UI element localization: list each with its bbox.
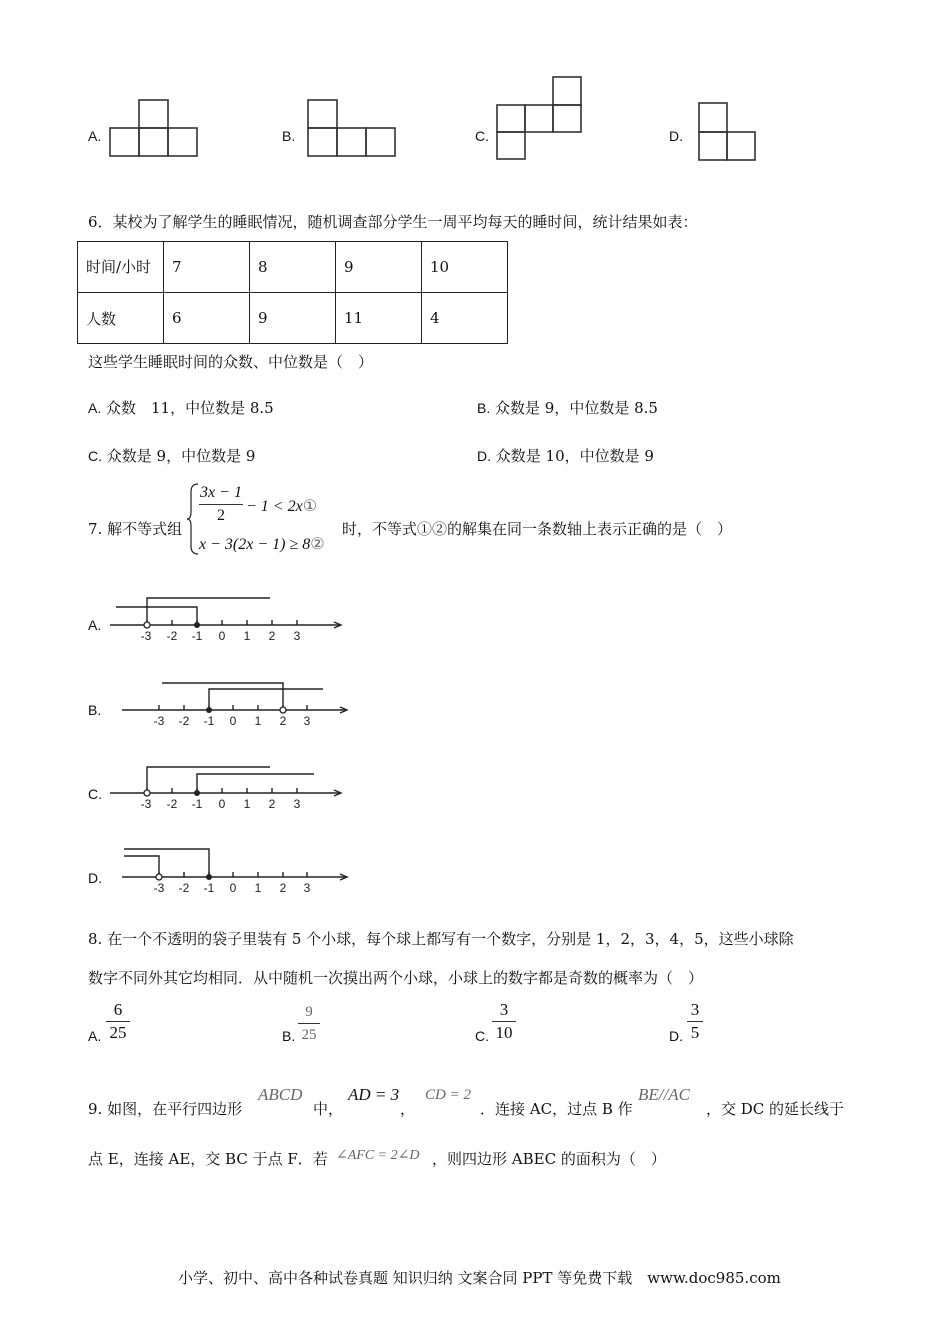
table-header-label: 时间/小时 — [86, 258, 152, 276]
q9-text-3: ， — [400, 1100, 416, 1118]
q7-option-c-number-line — [108, 758, 348, 814]
q6-option-d — [477, 446, 654, 466]
q9-text-6: 点 E，连接 AE，交 BC 于点 F．若 — [88, 1150, 328, 1168]
q8-option-c-fraction — [492, 1000, 516, 1043]
tick-label: 0 — [218, 797, 226, 811]
table-cell: 8 — [250, 242, 336, 293]
option-text: 众数 11，中位数是 8.5 — [106, 399, 274, 417]
tick-label: -3 — [153, 714, 165, 728]
q7-option-b-number-line — [118, 675, 358, 731]
option-text: 众数是 9，中位数是 8.5 — [495, 399, 658, 417]
fraction-denominator: 25 — [301, 1027, 317, 1043]
tick-label: -2 — [178, 714, 190, 728]
table-cell: 9 — [336, 242, 422, 293]
q7-prefix: 7. 解不等式组 — [88, 520, 183, 538]
option-label: A. — [88, 400, 102, 416]
q7-option-a-label: A. — [88, 617, 102, 633]
q7-suffix: 时，不等式①②的解集在同一条数轴上表示正确的是（ ） — [342, 520, 733, 538]
q9-math-abcd: ABCD — [258, 1085, 303, 1104]
q7-ineq2 — [199, 534, 325, 554]
tick-label: 2 — [268, 629, 276, 643]
table-row — [78, 293, 508, 344]
tick-label: -3 — [140, 629, 152, 643]
q5-option-c-label: C. — [475, 128, 489, 144]
tick-label: 3 — [303, 714, 311, 728]
q9-math-angle: ∠AFC = 2∠D — [336, 1148, 420, 1163]
tick-label: -1 — [203, 714, 215, 728]
fraction-bar — [687, 1021, 703, 1022]
q8-option-b-label: B. — [282, 1028, 296, 1044]
q5-option-c-figure — [494, 74, 584, 162]
table-cell: 7 — [164, 242, 250, 293]
table-cell: 4 — [422, 293, 508, 344]
tick-label: 0 — [229, 881, 237, 895]
fraction-denominator: 5 — [690, 1023, 700, 1042]
table-cell: 9 — [250, 293, 336, 344]
tick-label: -3 — [140, 797, 152, 811]
tick-label: -2 — [178, 881, 190, 895]
q7-option-a-number-line — [108, 590, 348, 646]
q5-option-d-label: D. — [669, 128, 683, 144]
fraction-numerator: 3 — [690, 1000, 700, 1019]
tick-label: 3 — [303, 881, 311, 895]
tick-label: 1 — [243, 629, 251, 643]
q7-system-brace — [186, 482, 200, 556]
table-cell: 6 — [164, 293, 250, 344]
option-text: 众数是 9，中位数是 9 — [106, 447, 256, 465]
tick-label: 2 — [268, 797, 276, 811]
q9-text-7: ，则四边形 ABEC 的面积为（ ） — [432, 1150, 666, 1168]
q5-option-b-figure — [306, 98, 398, 160]
table-cell: 11 — [336, 293, 422, 344]
q9-math-ad: AD = 3 — [348, 1085, 400, 1104]
circled-one: ① — [302, 498, 318, 515]
q8-option-a-fraction — [106, 1000, 130, 1043]
q8-option-c-label: C. — [475, 1028, 489, 1044]
q6-stem: 6．某校为了解学生的睡眠情况，随机调查部分学生一周平均每天的睡时间，统计结果如表： — [88, 213, 698, 231]
table-row — [78, 242, 508, 293]
q6-question: 这些学生睡眠时间的众数、中位数是（ ） — [88, 353, 374, 371]
tick-label: -1 — [191, 797, 203, 811]
q9-text-4: ．连接 AC，过点 B 作 — [480, 1100, 633, 1118]
q7-option-d-number-line — [118, 842, 358, 898]
tick-label: 2 — [279, 714, 287, 728]
table-cell — [78, 242, 164, 293]
q8-option-d-fraction — [687, 1000, 703, 1043]
circled-two: ② — [310, 536, 325, 553]
q8-option-a-label: A. — [88, 1028, 102, 1044]
q9-text-1: 9. 如图，在平行四边形 — [88, 1100, 243, 1118]
q8-option-d-label: D. — [669, 1028, 683, 1044]
fraction-bar — [199, 504, 243, 505]
option-label: D. — [477, 448, 491, 464]
q6-option-a — [88, 398, 274, 418]
page-footer: 小学、初中、高中各种试卷真题 知识归纳 文案合同 PPT 等免费下载 www.doc985.com — [178, 1269, 781, 1287]
table-cell: 人数 — [78, 293, 164, 344]
tick-label: -2 — [166, 797, 178, 811]
tick-label: -3 — [153, 881, 165, 895]
q7-option-b-label: B. — [88, 702, 102, 718]
tick-label: 0 — [218, 629, 226, 643]
q5-option-d-figure — [697, 101, 759, 163]
fraction-bar — [106, 1021, 130, 1022]
q8-option-b-fraction — [298, 1002, 320, 1045]
fraction-bar — [492, 1021, 516, 1022]
q9-math-cd: CD = 2 — [425, 1087, 471, 1103]
q5-option-a-label: A. — [88, 128, 102, 144]
fraction-numerator: 3 — [499, 1000, 509, 1019]
q6-option-c — [88, 446, 255, 466]
q5-option-b-label: B. — [282, 128, 296, 144]
fraction-bar — [298, 1023, 320, 1024]
ineq1-rest-text: − 1 < 2x — [246, 498, 303, 515]
q7-option-d-label: D. — [88, 870, 102, 886]
fraction-numerator: 9 — [305, 1004, 313, 1020]
tick-label: 1 — [243, 797, 251, 811]
q8-line2: 数字不同外其它均相同．从中随机一次摸出两个小球，小球上的数字都是奇数的概率为（ ） — [88, 969, 704, 987]
q8-line1: 8. 在一个不透明的袋子里装有 5 个小球，每个球上都写有一个数字，分别是 1，2，3，4，5，这些小球除 — [88, 930, 794, 948]
tick-label: -2 — [166, 629, 178, 643]
tick-label: 2 — [279, 881, 287, 895]
tick-label: 1 — [254, 714, 262, 728]
q7-option-c-label: C. — [88, 786, 102, 802]
option-text: 众数是 10，中位数是 9 — [495, 447, 654, 465]
q9-text-5: ，交 DC 的延长线于 — [706, 1100, 845, 1118]
q9-text-2: 中， — [313, 1100, 344, 1118]
fraction-denominator: 25 — [109, 1023, 127, 1042]
option-label: B. — [477, 400, 491, 416]
q7-ineq1-rest — [246, 496, 317, 516]
table-cell: 10 — [422, 242, 508, 293]
q6-sleep-table — [77, 241, 508, 344]
q5-option-a-figure — [108, 98, 200, 160]
fraction-denominator: 2 — [217, 507, 225, 524]
q9-math-be-ac: BE//AC — [638, 1085, 690, 1104]
tick-label: 0 — [229, 714, 237, 728]
tick-label: -1 — [203, 881, 215, 895]
option-label: C. — [88, 448, 102, 464]
tick-label: -1 — [191, 629, 203, 643]
fraction-numerator: 6 — [113, 1000, 123, 1019]
fraction-denominator: 10 — [495, 1023, 513, 1042]
q6-option-b — [477, 398, 658, 418]
ineq2-text: x − 3(2x − 1) ≥ 8 — [199, 536, 311, 553]
fraction-numerator: 3x − 1 — [200, 484, 242, 501]
tick-label: 3 — [293, 629, 301, 643]
tick-label: 3 — [293, 797, 301, 811]
tick-label: 1 — [254, 881, 262, 895]
q7-ineq1-fraction — [199, 483, 243, 526]
